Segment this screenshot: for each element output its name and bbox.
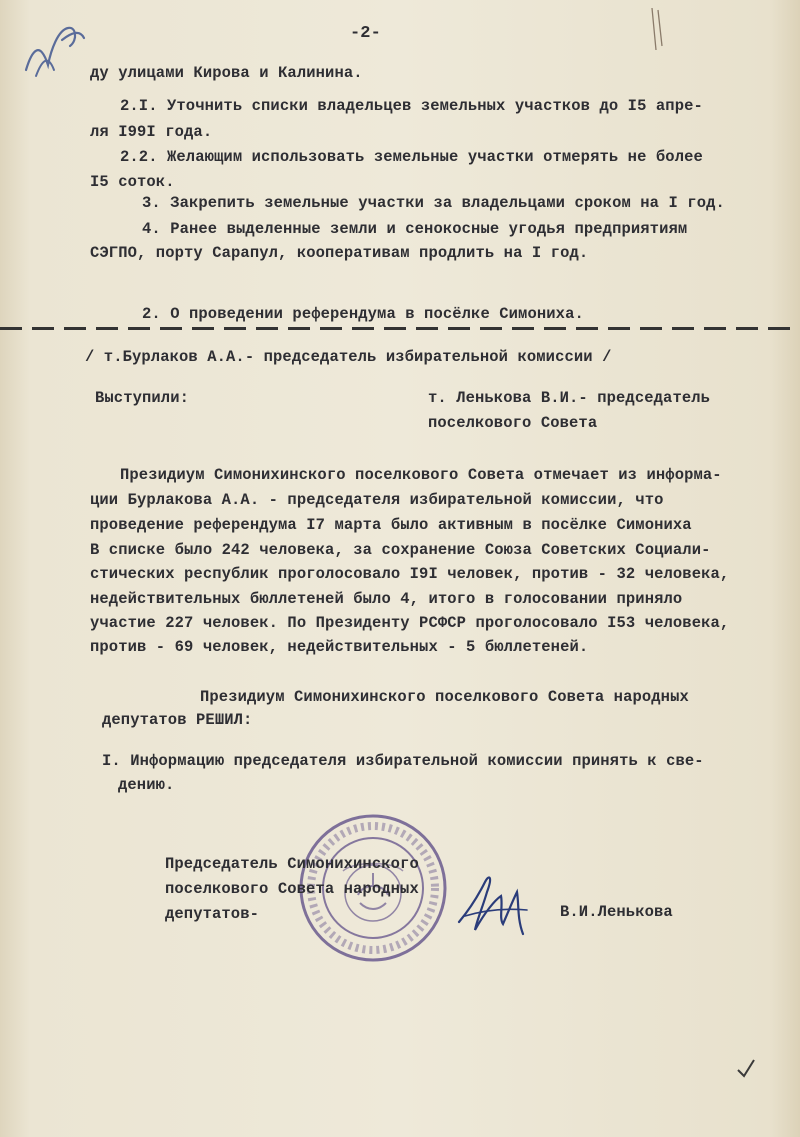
text-line-20: участие 227 человек. По Президенту РСФСР проголосовало I53 человека,: [90, 614, 730, 632]
text-line-14: Президиум Симонихинского поселкового Совета отмечает из информа-: [120, 466, 722, 484]
speaker-note: / т.Бурлаков А.А.- председатель избирательной комиссии /: [85, 348, 612, 366]
text-line-2: 2.I. Уточнить списки владельцев земельных участков до I5 апре-: [120, 97, 703, 115]
pencil-check-icon: [736, 1058, 756, 1085]
text-line-6: 3. Закрепить земельные участки за владельцами сроком на I год.: [142, 194, 725, 212]
decision-item-1-cont: дению.: [118, 776, 175, 794]
decision-resolved: депутатов РЕШИЛ:: [102, 711, 253, 729]
pencil-mark-icon: [648, 6, 668, 61]
text-line-5: I5 соток.: [90, 173, 175, 191]
text-line-7: 4. Ранее выделенные земли и сенокосные угодья предприятиям: [142, 220, 688, 238]
text-line-4: 2.2. Желающим использовать земельные участки отмерять не более: [120, 148, 703, 166]
text-line-21: против - 69 человек, недействительных - 5 бюллетеней.: [90, 638, 589, 656]
text-line-19: недействительных бюллетеней было 4, итого в голосовании приняло: [90, 590, 683, 608]
text-line-3: ля I99I года.: [90, 123, 213, 141]
signatory-title-2: поселкового Совета народных: [165, 880, 419, 898]
speaker-name: т. Ленькова В.И.- председатель: [428, 389, 711, 407]
decision-intro: Президиум Симонихинского поселкового Совета народных: [200, 688, 689, 706]
text-line-15: ции Бурлакова А.А. - председателя избирательной комиссии, что: [90, 491, 664, 509]
signatory-name: В.И.Ленькова: [560, 903, 673, 921]
handwritten-corner-mark-icon: [18, 10, 88, 90]
text-line-16: проведение референдума I7 марта было активным в посёлке Симониха: [90, 516, 692, 534]
text-line-8: СЭГПО, порту Сарапул, кооперативам продлить на I год.: [90, 244, 589, 262]
signatory-title-3: депутатов-: [165, 905, 260, 923]
text-line-18: стических республик проголосовало I9I человек, против - 32 человека,: [90, 565, 730, 583]
speaker-position: поселкового Совета: [428, 414, 598, 432]
text-line-1: ду улицами Кирова и Калинина.: [90, 64, 363, 82]
agenda-item-heading: 2. О проведении референдума в посёлке Симониха.: [142, 305, 584, 323]
spoke-label: Выступили:: [95, 389, 190, 407]
text-line-17: В списке было 242 человека, за сохранение Союза Советских Социали-: [90, 541, 711, 559]
page-number: -2-: [350, 24, 381, 43]
dashed-separator: [0, 327, 800, 330]
signatory-title-1: Председатель Симонихинского: [165, 855, 419, 873]
decision-item-1: I. Информацию председателя избирательной комиссии принять к све-: [102, 752, 704, 770]
signature: [455, 870, 535, 940]
